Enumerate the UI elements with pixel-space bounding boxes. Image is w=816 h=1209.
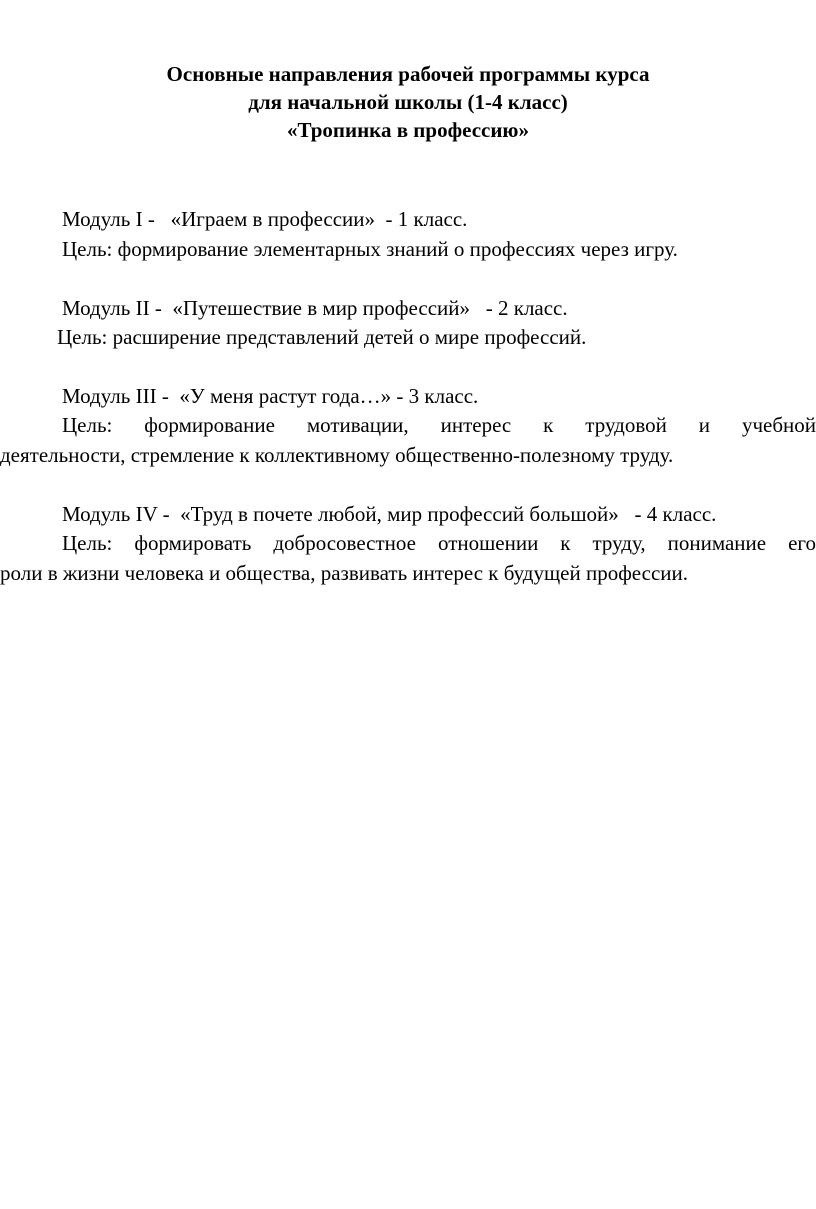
module-heading: Модуль II - «Путешествие в мир профессий» - 2 класс. [62, 296, 568, 320]
module-goal: Цель: формирование элементарных знаний о профессиях через игру. [62, 237, 678, 261]
module-goal-continued: роли в жизни человека и общества, развивать интерес к будущей профессии. [0, 561, 689, 585]
title-line-2: для начальной школы (1-4 класс) [248, 90, 568, 114]
module-heading: Модуль IV - «Труд в почете любой, мир профессий большой» - 4 класс. [62, 502, 717, 526]
module-heading: Модуль III - «У меня растут года…» - 3 класс. [62, 384, 479, 408]
module-goal: Цель: формировать добросовестное отношении к труду, понимание его [62, 531, 816, 555]
module-goal: Цель: расширение представлений детей о мире профессий. [57, 325, 587, 349]
module-goal: Цель: формирование мотивации, интерес к трудовой и учебной [62, 413, 816, 437]
module-heading: Модуль I - «Играем в профессии» - 1 класс. [62, 207, 468, 231]
module-goal-continued: деятельности, стремление к коллективному общественно-полезному труду. [0, 443, 674, 467]
title-line-3: «Тропинка в профессию» [287, 118, 529, 142]
title-line-1: Основные направления рабочей программы курса [166, 62, 650, 86]
